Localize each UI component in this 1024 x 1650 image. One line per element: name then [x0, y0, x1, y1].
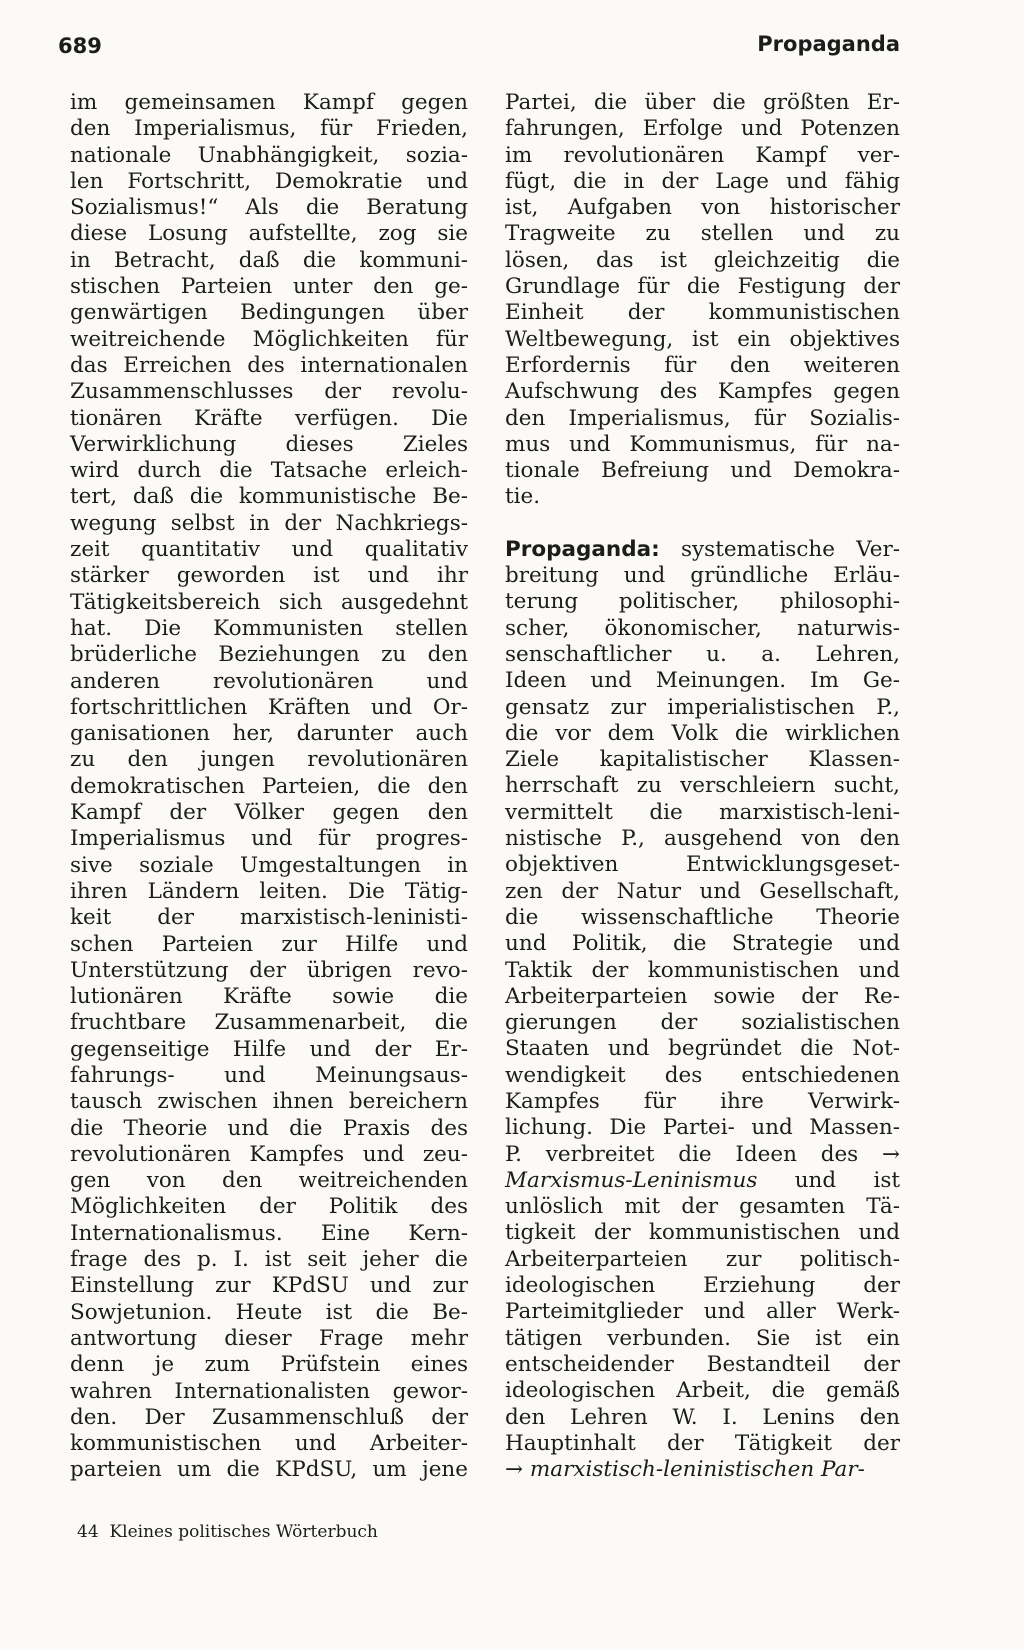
text-line: gierungen der sozialistischen [505, 1010, 900, 1036]
text-line: Sowjetunion. Heute ist die Be- [70, 1299, 468, 1325]
text-line: stärker geworden ist und ihr [70, 563, 468, 589]
text-line: P. verbreitet die Ideen des → [505, 1141, 900, 1167]
text-line: Kampf der Völker gegen den [70, 800, 468, 826]
text-line: sive soziale Umgestaltungen in [70, 852, 468, 878]
text-line: wegung selbst in der Nachkriegs- [70, 510, 468, 536]
text-line: Internationalismus. Eine Kern- [70, 1220, 468, 1246]
text-line: ihren Ländern leiten. Die Tätig- [70, 878, 468, 904]
text-line: mus und Kommunismus, für na- [505, 431, 900, 457]
page-number: 689 [58, 34, 102, 58]
text-line: Imperialismus und für progres- [70, 826, 468, 852]
text-line: in Betracht, daß die kommuni- [70, 247, 468, 273]
right-column [505, 90, 900, 1483]
text-line: im revolutionären Kampf ver- [505, 142, 900, 168]
text-line: ideologischen Arbeit, die gemäß [505, 1378, 900, 1404]
text-line: die vor dem Volk die wirklichen [505, 720, 900, 746]
text-line: wird durch die Tatsache erleich- [70, 458, 468, 484]
text-line: wahren Internationalisten gewor- [70, 1378, 468, 1404]
text-line: tert, daß die kommunistische Be- [70, 484, 468, 510]
text-line: objektiven Entwicklungsgeset- [505, 852, 900, 878]
text-line: revolutionären Kampfes und zeu- [70, 1141, 468, 1167]
text-line: fahrungs- und Meinungsaus- [70, 1062, 468, 1088]
text-line: Weltbewegung, ist ein objektives [505, 326, 900, 352]
text-line: Möglichkeiten der Politik des [70, 1194, 468, 1220]
entry-last-line [505, 1457, 900, 1483]
text-line: tausch zwischen ihnen bereichern [70, 1089, 468, 1115]
text-line: gegenseitige Hilfe und der Er- [70, 1036, 468, 1062]
text-line: stischen Parteien unter den ge- [70, 274, 468, 300]
text-line: anderen revolutionären und [70, 668, 468, 694]
text-line: zu den jungen revolutionären [70, 747, 468, 773]
running-title: Propaganda [757, 32, 900, 56]
text-line: brüderliche Beziehungen zu den [70, 642, 468, 668]
text-line: tie. [505, 484, 541, 510]
text-line: Taktik der kommunistischen und [505, 957, 900, 983]
page-footer [77, 1522, 378, 1542]
text-line: unlöslich mit der gesamten Tä- [505, 1194, 900, 1220]
text-line: den Lehren W. I. Lenins den [505, 1404, 900, 1430]
text-line: senschaftlicher u. a. Lehren, [505, 641, 900, 667]
footer-book-title: Kleines politisches Wörterbuch [109, 1522, 378, 1542]
text-line: Partei, die über die größten Er- [505, 90, 900, 115]
text-line: breitung und gründliche Erläu- [505, 563, 900, 589]
arrow-icon: → [505, 1457, 530, 1483]
entry-headword: Propaganda: [505, 536, 660, 562]
text-line: Aufschwung des Kampfes gegen [505, 379, 900, 405]
text-line: Staaten und begründet die Not- [505, 1036, 900, 1062]
continued-paragraph [505, 90, 900, 511]
text-line: den Imperialismus, für Sozialis- [505, 405, 900, 431]
text-line: den Imperialismus, für Frieden, [70, 116, 468, 142]
cross-reference[interactable]: Marxismus-Leninismus [505, 1167, 758, 1193]
dictionary-entry [505, 537, 900, 1484]
text-line: und Politik, die Strategie und [505, 931, 900, 957]
text-line: fügt, die in der Lage und fähig [505, 168, 900, 194]
text-line: nistische P., ausgehend von den [505, 826, 900, 852]
text-line: gensatz zur imperialistischen P., [505, 694, 900, 720]
text-line: tätigen verbunden. Sie ist ein [505, 1325, 900, 1351]
text-line: ganisationen her, darunter auch [70, 721, 468, 747]
entry-text: und ist [757, 1167, 900, 1193]
text-line: Einheit der kommunistischen [505, 300, 900, 326]
text-line: Arbeiterparteien sowie der Re- [505, 983, 900, 1009]
text-line: Hauptinhalt der Tätigkeit der [505, 1430, 900, 1456]
text-line: keit der marxistisch-leninisti- [70, 905, 468, 931]
text-line: Einstellung zur KPdSU und zur [70, 1273, 468, 1299]
text-line: Ideen und Meinungen. Im Ge- [505, 668, 900, 694]
text-line: denn je zum Prüfstein eines [70, 1352, 468, 1378]
text-line: Sozialismus!“ Als die Beratung [70, 195, 468, 221]
text-line: Parteimitglieder und aller Werk- [505, 1299, 900, 1325]
text-line: hat. Die Kommunisten stellen [70, 615, 468, 641]
cross-reference[interactable]: marxistisch-leninistischen Par- [529, 1457, 865, 1483]
text-line: fahrungen, Erfolge und Potenzen [505, 116, 900, 142]
text-line: terung politischer, philosophi- [505, 589, 900, 615]
text-line: gen von den weitreichenden [70, 1168, 468, 1194]
entry-first-line [505, 537, 900, 563]
text-line: schen Parteien zur Hilfe und [70, 931, 468, 957]
text-line: antwortung dieser Frage mehr [70, 1325, 468, 1351]
text-line: Grundlage für die Festigung der [505, 274, 900, 300]
text-line: entscheidender Bestandteil der [505, 1351, 900, 1377]
entry-lines [505, 1194, 900, 1457]
text-line: len Fortschritt, Demokratie und [70, 168, 468, 194]
text-line: frage des p. I. ist seit jeher die [70, 1247, 468, 1273]
text-line: den. Der Zusammenschluß der [70, 1404, 468, 1430]
footer-page-number: 44 [77, 1522, 99, 1542]
entry-lines [505, 563, 900, 1168]
text-line: parteien um die KPdSU, um jene [70, 1457, 468, 1483]
text-line: kommunistischen und Arbeiter- [70, 1431, 468, 1457]
text-line: Zusammenschlusses der revolu- [70, 379, 468, 405]
text-line: ideologischen Erziehung der [505, 1273, 900, 1299]
text-line: vermittelt die marxistisch-leni- [505, 799, 900, 825]
text-line: scher, ökonomischer, naturwis- [505, 615, 900, 641]
text-line: fruchtbare Zusammenarbeit, die [70, 1010, 468, 1036]
text-line: lösen, das ist gleichzeitig die [505, 247, 900, 273]
text-line: zen der Natur und Gesellschaft, [505, 878, 900, 904]
text-line: tionären Kräfte verfügen. Die [70, 405, 468, 431]
text-line: demokratischen Parteien, die den [70, 773, 468, 799]
text-line: Kampfes für ihre Verwirk- [505, 1088, 900, 1114]
text-line: im gemeinsamen Kampf gegen [70, 90, 468, 115]
text-line: Verwirklichung dieses Zieles [70, 431, 468, 457]
text-line: lutionären Kräfte sowie die [70, 984, 468, 1010]
text-line: lichung. Die Partei- und Massen- [505, 1115, 900, 1141]
text-line: das Erreichen des internationalen [70, 352, 468, 378]
left-column [70, 90, 468, 1484]
text-line: Tragweite zu stellen und zu [505, 221, 900, 247]
text-line: genwärtigen Bedingungen über [70, 300, 468, 326]
text-line: wendigkeit des entschiedenen [505, 1062, 900, 1088]
text-line: fortschrittlichen Kräften und Or- [70, 694, 468, 720]
text-line: tionale Befreiung und Demokra- [505, 458, 900, 484]
text-line: weitreichende Möglichkeiten für [70, 326, 468, 352]
text-line: diese Losung aufstellte, zog sie [70, 221, 468, 247]
text-line: Arbeiterparteien zur politisch- [505, 1246, 900, 1272]
text-line: Tätigkeitsbereich sich ausgedehnt [70, 589, 468, 615]
text-line: nationale Unabhängigkeit, sozia- [70, 142, 468, 168]
text-line: tigkeit der kommunistischen und [505, 1220, 900, 1246]
text-line: herrschaft zu verschleiern sucht, [505, 773, 900, 799]
text-line: Ziele kapitalistischer Klassen- [505, 747, 900, 773]
text-line: die wissenschaftliche Theorie [505, 904, 900, 930]
text-line: die Theorie und die Praxis des [70, 1115, 468, 1141]
text-line: Unterstützung der übrigen revo- [70, 957, 468, 983]
entry-text: systematische Ver- [659, 536, 900, 562]
text-line: zeit quantitativ und qualitativ [70, 537, 468, 563]
text-line: ist, Aufgaben von historischer [505, 195, 900, 221]
text-line: Erfordernis für den weiteren [505, 352, 900, 378]
entry-line-ref [505, 1168, 900, 1194]
